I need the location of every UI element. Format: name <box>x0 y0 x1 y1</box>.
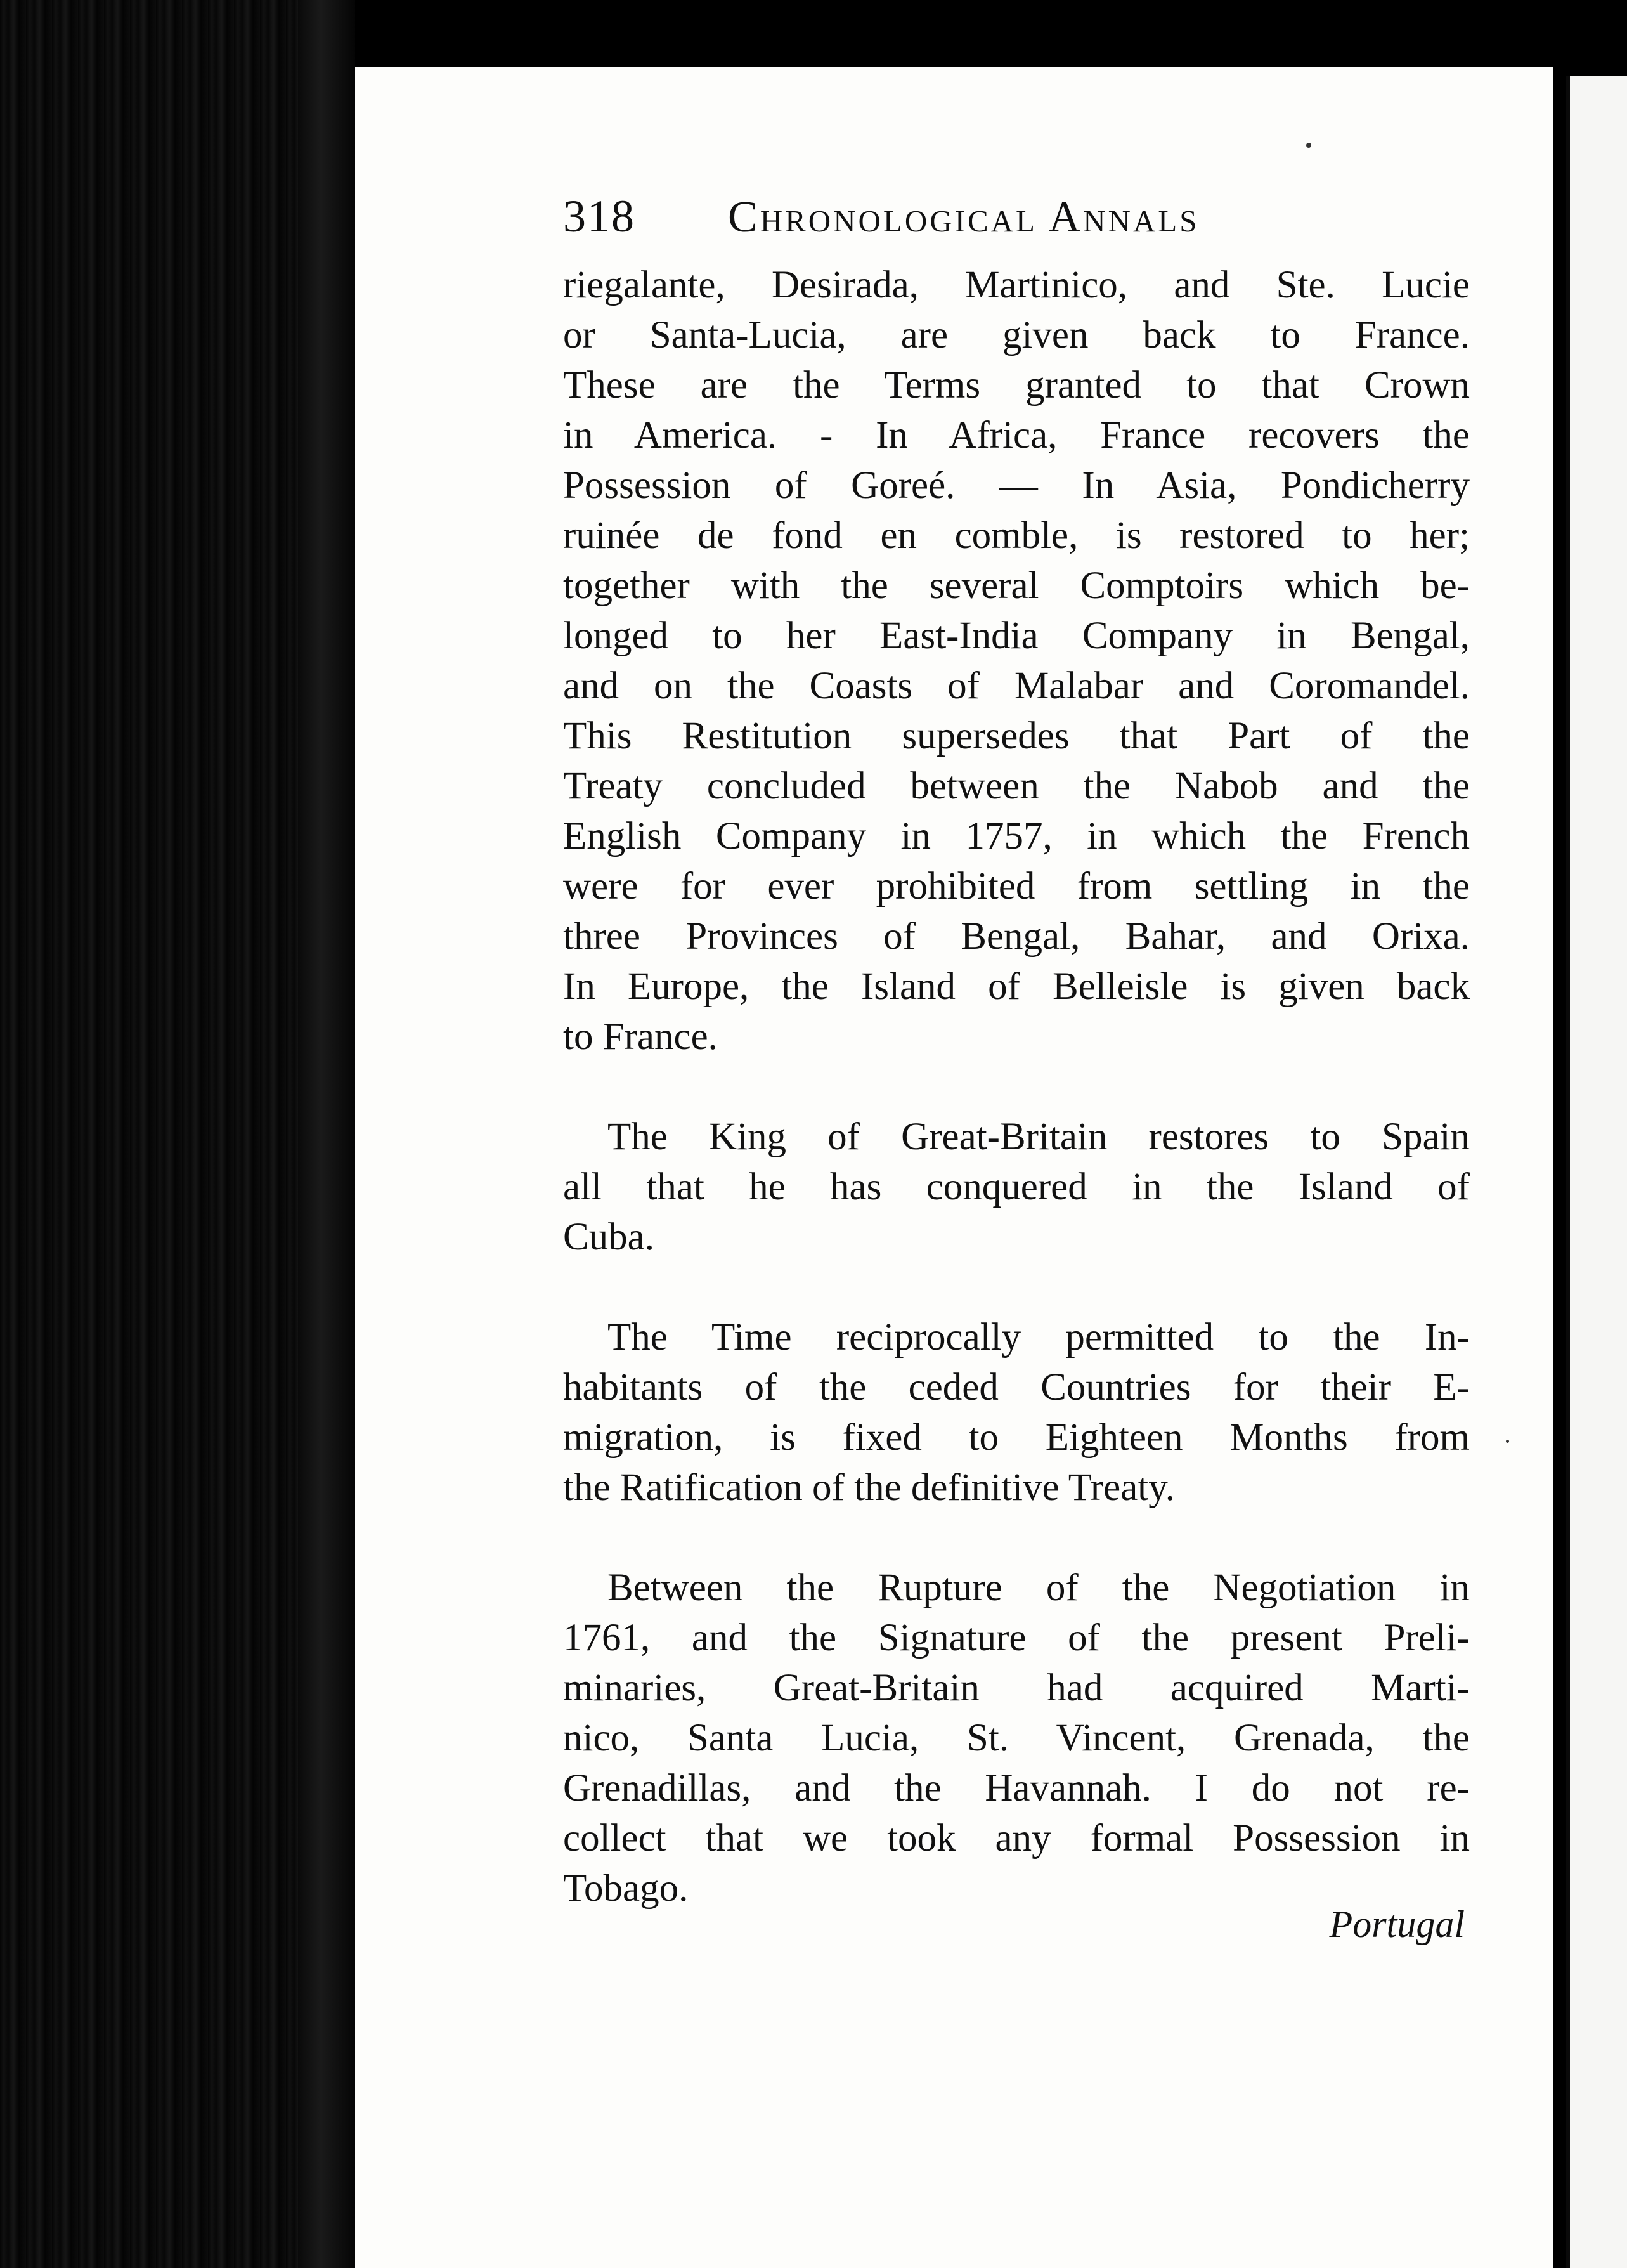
text-line: migration, is fixed to Eighteen Months from <box>563 1416 1470 1459</box>
text-line: nico, Santa Lucia, St. Vincent, Grenada, the <box>563 1717 1470 1759</box>
text-line: In Europe, the Island of Belleisle is given back <box>563 965 1470 1008</box>
page-gutter <box>1553 67 1566 2268</box>
catchword: Portugal <box>1329 1903 1465 1945</box>
text-line: riegalante, Desirada, Martinico, and Ste. Lucie <box>563 264 1470 306</box>
text-line: Possession of Goreé. — In Asia, Pondicherry <box>563 464 1470 507</box>
text-line: ruinée de fond en comble, is restored to her; <box>563 514 1470 557</box>
text-line: and on the Coasts of Malabar and Coromandel. <box>563 665 1470 707</box>
paragraph <box>563 1112 1470 1262</box>
paragraph <box>563 260 1470 1062</box>
page-text-block <box>563 190 1470 1913</box>
text-line: Tobago. <box>563 1867 689 1910</box>
text-line: or Santa-Lucia, are given back to France. <box>563 314 1470 356</box>
paper-speck <box>1306 143 1311 148</box>
text-line: were for ever prohibited from settling in the <box>563 865 1470 908</box>
text-line: all that he has conquered in the Island of <box>563 1166 1470 1208</box>
adjacent-page-edge <box>1566 76 1627 2268</box>
text-line: minaries, Great-Britain had acquired Marti- <box>563 1667 1470 1709</box>
text-line: These are the Terms granted to that Crown <box>563 364 1470 407</box>
text-line: 1761, and the Signature of the present Preli- <box>563 1617 1470 1659</box>
paper-speck <box>1506 1440 1509 1443</box>
paragraph <box>563 1563 1470 1913</box>
text-line: three Provinces of Bengal, Bahar, and Orixa. <box>563 915 1470 958</box>
running-head <box>563 190 1470 260</box>
text-line: in America. - In Africa, France recovers the <box>563 414 1470 457</box>
text-line: together with the several Comptoirs which be- <box>563 564 1470 607</box>
text-line: collect that we took any formal Possession in <box>563 1817 1470 1860</box>
text-line: English Company in 1757, in which the French <box>563 815 1470 857</box>
text-line: to France. <box>563 1015 718 1058</box>
running-title: Chronological Annals <box>728 193 1200 242</box>
text-line: Cuba. <box>563 1216 655 1258</box>
text-line: This Restitution supersedes that Part of the <box>563 715 1470 757</box>
text-line: habitants of the ceded Countries for their E- <box>563 1366 1470 1409</box>
text-line: Grenadillas, and the Havannah. I do not re- <box>563 1767 1470 1809</box>
text-line: the Ratification of the definitive Treaty. <box>563 1466 1176 1509</box>
text-line: The King of Great-Britain restores to Spain <box>607 1116 1470 1158</box>
binding-edge <box>298 0 355 2268</box>
paragraph <box>563 1312 1470 1513</box>
page-number: 318 <box>563 191 635 242</box>
body-text <box>563 260 1470 1913</box>
text-line: Between the Rupture of the Negotiation in <box>607 1567 1470 1609</box>
text-line: longed to her East-India Company in Bengal, <box>563 615 1470 657</box>
text-line: Treaty concluded between the Nabob and the <box>563 765 1470 807</box>
text-line: The Time reciprocally permitted to the In- <box>607 1316 1470 1359</box>
